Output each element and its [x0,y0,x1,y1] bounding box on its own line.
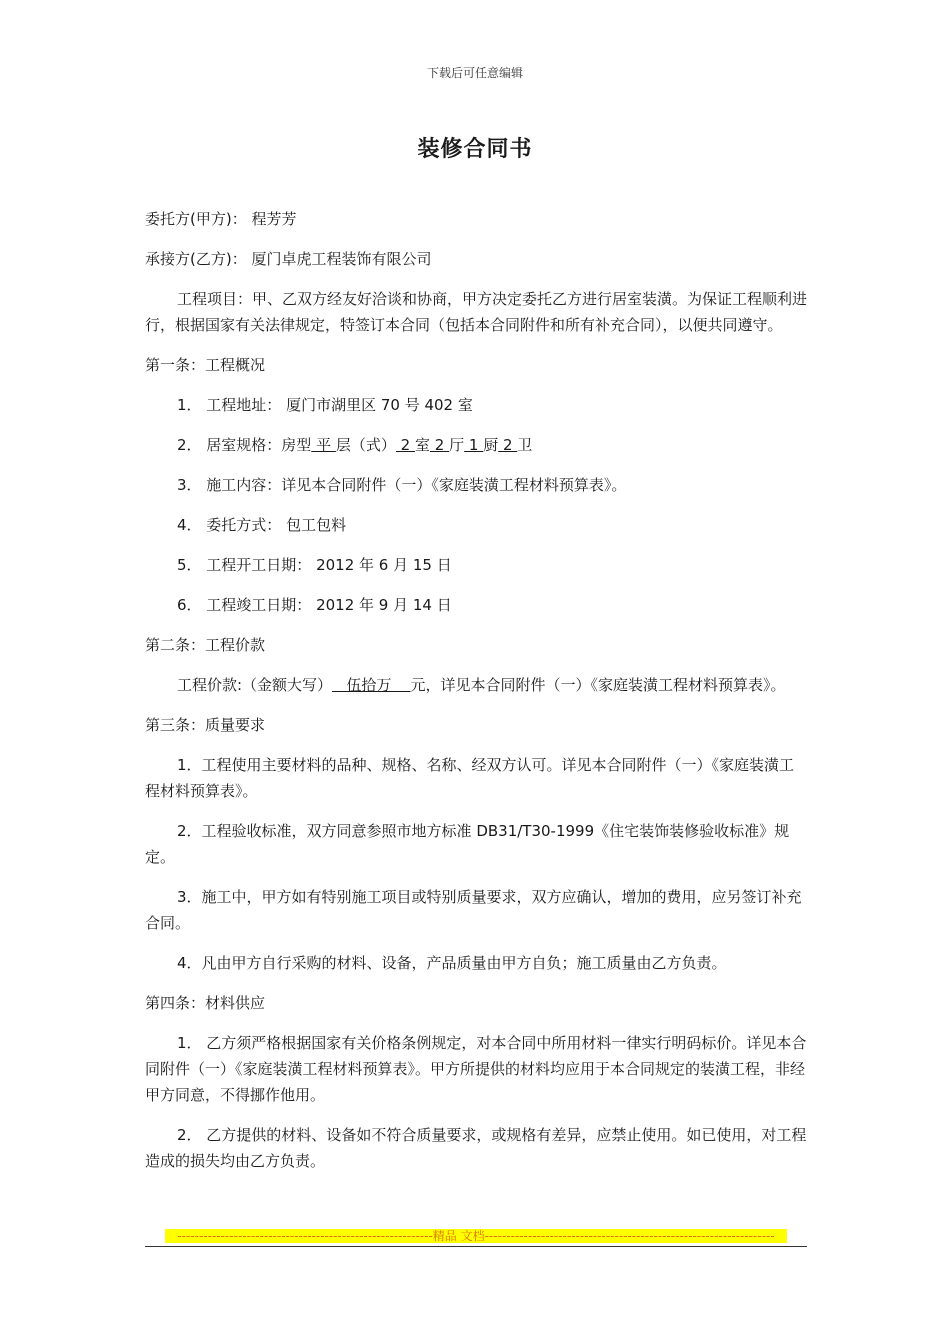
header-note: 下载后可任意编辑 [426,66,523,80]
art1-item-3: 3． 施工内容：详见本合同附件（一）《家庭装潢工程材料预算表》。 [177,476,627,494]
party-b-name: 厦门卓虎工程装饰有限公司 [251,250,432,268]
intro-paragraph: 工程项目：甲、乙双方经友好洽谈和协商，甲方决定委托乙方进行居室装潢。为保证工程顺利进行，根据国家有关法律规定，特签订本合同（包括本合同附件和所有补充合同），以便共同遵守。 [145,290,808,334]
art1-item-1: 1． 工程地址： 厦门市湖里区 70 号 402 室 [177,396,473,414]
art1-item-4: 4． 委托方式： 包工包料 [177,516,347,534]
party-b: 承接方(乙方)： 厦门卓虎工程装饰有限公司 [145,250,432,268]
art2-paragraph: 工程价款:（金额大写） 伍拾万 元，详见本合同附件（一）《家庭装潢工程材料预算表》。 [177,676,786,694]
document-body [145,206,809,1188]
bath-count: 2 [498,436,518,454]
art4-p1: 1． 乙方须严格根据国家有关价格条例规定，对本合同中所用材料一律实行明码标价。详见本合同附件（一）《家庭装潢工程材料预算表》。甲方所提供的材料均应用于本合同规定的装潢工程，非经甲方同意，不得挪作他用。 [145,1034,807,1104]
party-a-name: 程芳芳 [251,210,297,228]
document-title: 装修合同书 [417,137,533,162]
room-type: 平 [311,436,336,454]
price-amount: 伍拾万 [332,676,411,694]
party-a: 委托方(甲方)： 程芳芳 [145,210,297,228]
art3-p2: 2．工程验收标准，双方同意参照市地方标准 DB31/T30-1999《住宅装饰装修验收标准》规定。 [145,822,790,866]
art4-p2: 2． 乙方提供的材料、设备如不符合质量要求，或规格有差异，应禁止使用。如已使用，对工程造成的损失均由乙方负责。 [145,1126,807,1170]
art3-p4: 4．凡由甲方自行采购的材料、设备，产品质量由甲方自负；施工质量由乙方负责。 [177,954,727,972]
article-3-heading: 第三条：质量要求 [145,716,266,734]
article-2-heading: 第二条：工程价款 [145,636,266,654]
room-count: 2 [395,436,415,454]
article-4-heading: 第四条：材料供应 [145,994,266,1012]
art3-p3: 3．施工中，甲方如有特别施工项目或特别质量要求，双方应确认，增加的费用，应另签订补充合同。 [145,888,802,932]
footer-banner: -----------------------------------------------------------精品 文档------------------------------------------------------------------- [165,1229,787,1243]
art1-item-6: 6． 工程竣工日期： 2012 年 9 月 14 日 [177,596,452,614]
kitchen-count: 1 [464,436,484,454]
hall-count: 2 [429,436,450,454]
art3-p1: 1．工程使用主要材料的品种、规格、名称、经双方认可。详见本合同附件（一）《家庭装潢工程材料预算表》。 [145,756,795,800]
article-1-heading: 第一条：工程概况 [145,356,266,374]
art1-item-5: 5． 工程开工日期： 2012 年 6 月 15 日 [177,556,452,574]
art1-item-2: 2． 居室规格：房型 平 层（式） 2 室 2 厅 1 厨 2 卫 [177,436,533,454]
footer-divider [145,1246,807,1247]
